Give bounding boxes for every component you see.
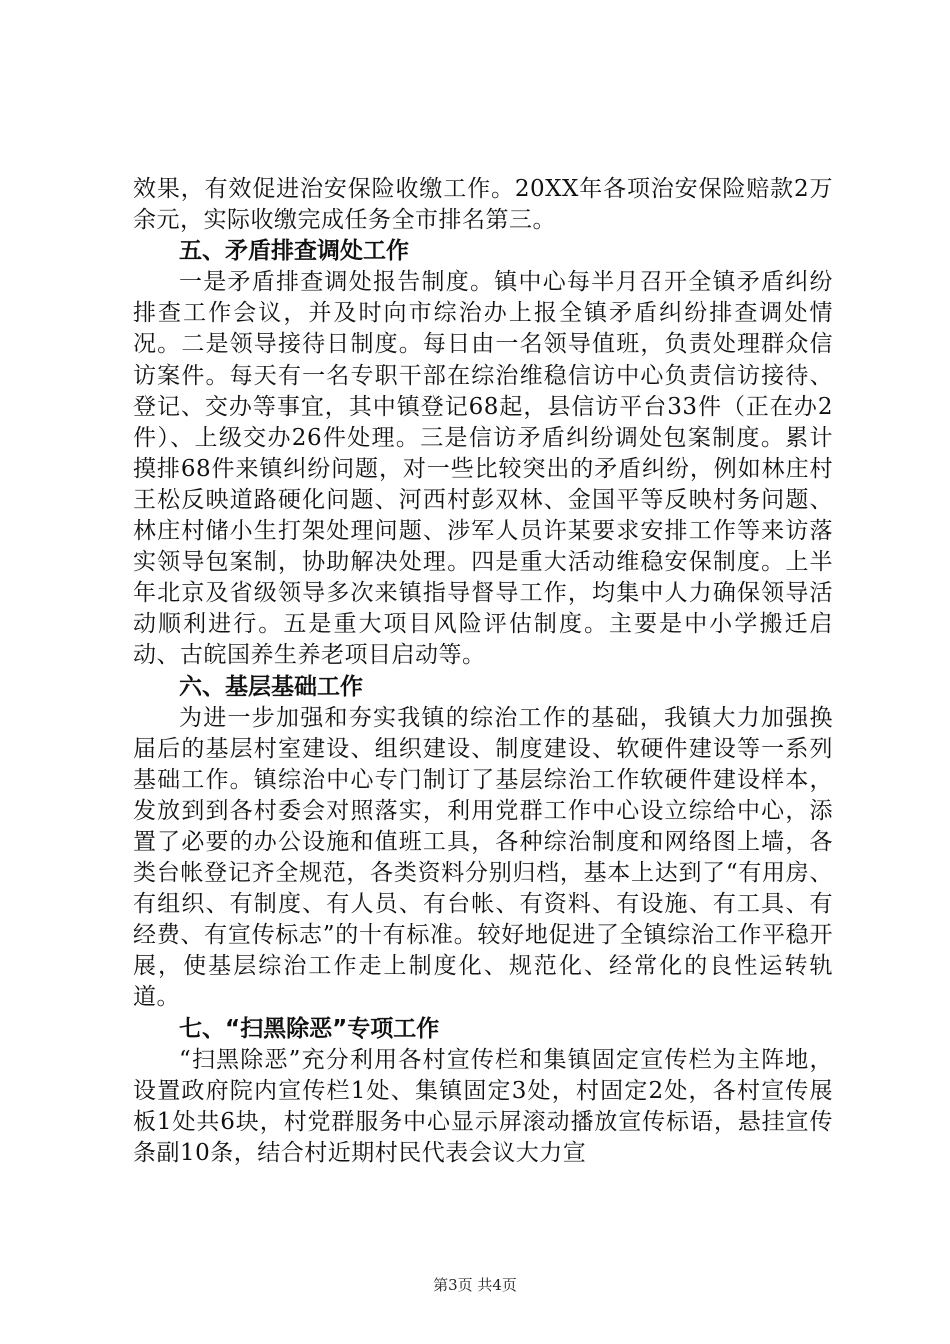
section-heading-5: 五、矛盾排查调处工作 [179, 238, 409, 265]
paragraph-continuation: 效果，有效促进治安保险收缴工作。20XX年各项治安保险赔款2万余元，实际收缴完成任务全市排名第三。 [133, 176, 833, 234]
page-footer [0, 1274, 950, 1295]
paragraph-section-5: 一是矛盾排查调处报告制度。镇中心每半月召开全镇矛盾纠纷排查工作会议，并及时向市综治办上报全镇矛盾纠纷排查调处情况。二是领导接待日制度。每日由一名领导值班，负责处理群众信访案件。每天有一名专职干部在综治维稳信访中心负责信访接待、登记、交办等事宜，其中镇登记68起，县信访平台33件（正在办2件）、上级交办26件处理。三是信访矛盾纠纷调处包案制度。累计摸排68件来镇纠纷问题，对一些比较突出的矛盾纠纷，例如林庄村王松反映道路硬化问题、河西村彭双林、金国平等反映村务问题、林庄村储小生打架处理问题、涉军人员许某要求安排工作等来访落实领导包案制，协助解决处理。四是重大活动维稳安保制度。上半年北京及省级领导多次来镇指导督导工作，均集中人力确保领导活动顺利进行。五是重大项目风险评估制度。主要是中小学搬迁启动、古皖国养生养老项目启动等。 [133, 269, 833, 669]
paragraph-section-6: 为进一步加强和夯实我镇的综治工作的基础，我镇大力加强换届后的基层村室建设、组织建设、制度建设、软硬件建设等一系列基础工作。镇综治中心专门制订了基层综治工作软硬件建设样本，发放到到各村委会对照落实，利用党群工作中心设立综给中心，添置了必要的办公设施和值班工具，各种综治制度和网络图上墙，各类台帐登记齐全规范，各类资料分别归档，基本上达到了“有用房、有组织、有制度、有人员、有台帐、有资料、有设施、有工具、有经费、有宣传标志”的十有标准。较好地促进了全镇综治工作平稳开展，使基层综治工作走上制度化、规范化、经常化的良性运转轨道。 [133, 704, 833, 1011]
section-heading-6: 六、基层基础工作 [179, 673, 363, 700]
paragraph-section-7: “扫黑除恶”充分利用各村宣传栏和集镇固定宣传栏为主阵地，设置政府院内宣传栏1处、集镇固定3处，村固定2处，各村宣传展板1处共6块，村党群服务中心显示屏滚动播放宣传标语，悬挂宣传条副10条，结合村近期村民代表会议大力宣 [133, 1046, 833, 1166]
page-number-label: 第3页 共4页 [433, 1276, 517, 1294]
section-heading-7: 七、“扫黑除恶”专项工作 [179, 1015, 440, 1042]
document-body [133, 174, 833, 1169]
